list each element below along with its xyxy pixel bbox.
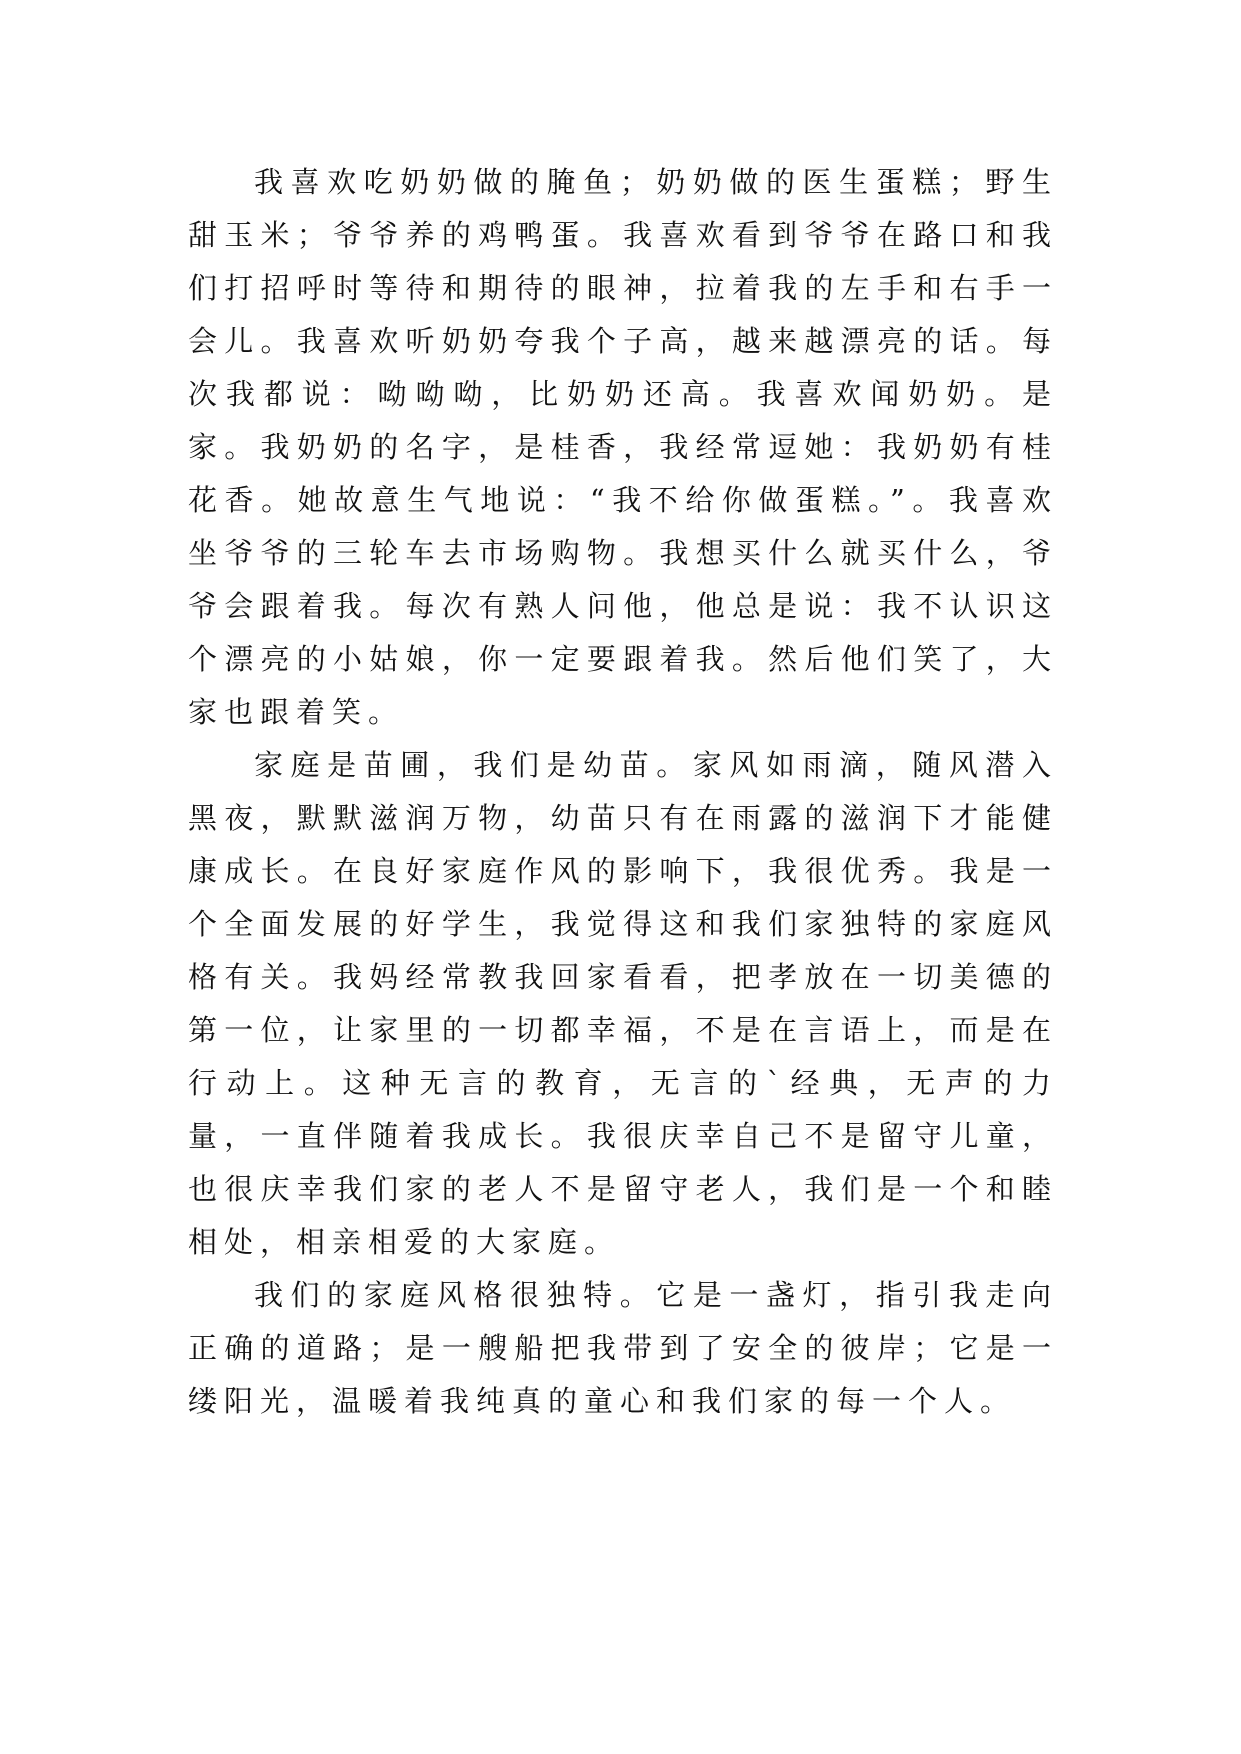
paragraph-2: 家庭是苗圃，我们是幼苗。家风如雨滴，随风潜入黑夜，默默滋润万物，幼苗只有在雨露的滋润下才能健康成长。在良好家庭作风的影响下，我很优秀。我是一个全面发展的好学生，我觉得这和我们家独特的家庭风格有关。我妈经常教我回家看看，把孝放在一切美德的第一位，让家里的一切都幸福，不是在言语上，而是在行动上。这种无言的教育，无言的`经典，无声的力量，一直伴随着我成长。我很庆幸自己不是留守儿童，也很庆幸我们家的老人不是留守老人，我们是一个和睦相处，相亲相爱的大家庭。 [188, 748, 1058, 1259]
paragraph-3: 我们的家庭风格很独特。它是一盏灯，指引我走向正确的道路；是一艘船把我带到了安全的彼岸；它是一缕阳光，温暖着我纯真的童心和我们家的每一个人。 [188, 1278, 1058, 1418]
document-body [188, 156, 1058, 1428]
paragraph-1: 我喜欢吃奶奶做的腌鱼；奶奶做的医生蛋糕；野生甜玉米；爷爷养的鸡鸭蛋。我喜欢看到爷爷在路口和我们打招呼时等待和期待的眼神，拉着我的左手和右手一会儿。我喜欢听奶奶夸我个子高，越来越漂亮的话。每次我都说：呦呦呦，比奶奶还高。我喜欢闻奶奶。是家。我奶奶的名字，是桂香，我经常逗她：我奶奶有桂花香。她故意生气地说：“我不给你做蛋糕。”。我喜欢坐爷爷的三轮车去市场购物。我想买什么就买什么，爷爷会跟着我。每次有熟人问他，他总是说：我不认识这个漂亮的小姑娘，你一定要跟着我。然后他们笑了，大家也跟着笑。 [188, 165, 1058, 729]
